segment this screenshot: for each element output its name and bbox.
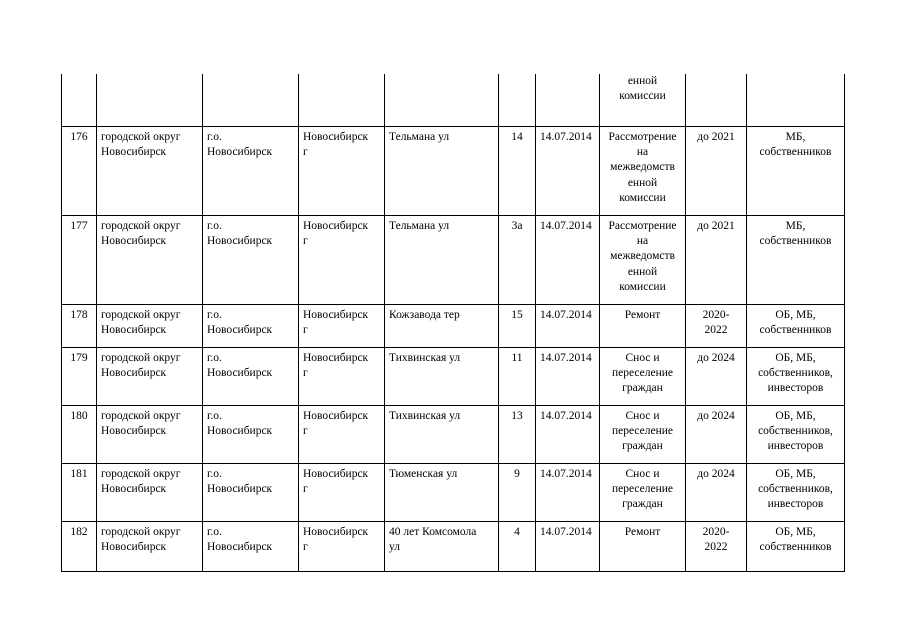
district-line: Новосибирск [101, 234, 167, 247]
municipality-line: Новосибирск [207, 323, 273, 336]
locality-line: Новосибирск [303, 467, 369, 480]
cell-date [536, 405, 600, 463]
cell-num [62, 347, 97, 405]
cell-funding [747, 126, 845, 215]
street-line: Тихвинская ул [389, 409, 461, 422]
action-line: на [636, 145, 649, 158]
cell-street [385, 463, 499, 521]
funding-line: инвесторов [767, 440, 824, 453]
municipality-line: г.о. [207, 351, 222, 364]
municipality-line: Новосибирск [207, 482, 273, 495]
table-row [62, 347, 845, 405]
cell-num [62, 405, 97, 463]
funding-line: инвесторов [767, 382, 824, 395]
funding-line: собственников [759, 234, 832, 247]
municipality-line: г.о. [207, 130, 222, 143]
action-line: на [636, 234, 649, 247]
locality-line: г [303, 366, 308, 379]
term-line: 2022 [704, 323, 728, 336]
cell-district [97, 347, 203, 405]
municipality-line: г.о. [207, 409, 222, 422]
house-text: 13 [511, 409, 523, 422]
cell-district [97, 304, 203, 347]
funding-line: собственников, [758, 424, 833, 437]
num-text: 180 [70, 409, 88, 422]
cell-locality [299, 215, 385, 304]
cell-term [686, 347, 747, 405]
cell-locality [299, 74, 385, 126]
locality-line: Новосибирск [303, 409, 369, 422]
funding-line: собственников [759, 145, 832, 158]
cell-action [600, 521, 686, 571]
cell-funding [747, 405, 845, 463]
cell-house [499, 463, 536, 521]
term-line: до 2021 [697, 219, 735, 232]
date-text: 14.07.2014 [540, 130, 592, 143]
action-line: Снос и [625, 467, 660, 480]
action-line: переселение [611, 482, 673, 495]
locality-line: Новосибирск [303, 130, 369, 143]
cell-house [499, 405, 536, 463]
cell-action [600, 215, 686, 304]
term-line: 2022 [704, 540, 728, 553]
action-line: Ремонт [624, 308, 661, 321]
locality-line: г [303, 424, 308, 437]
cell-term [686, 521, 747, 571]
street-line: 40 лет Комсомола [389, 525, 477, 538]
cell-district [97, 215, 203, 304]
term-line: 2020- [702, 308, 730, 321]
date-text: 14.07.2014 [540, 467, 592, 480]
cell-num [62, 521, 97, 571]
house-text: 9 [514, 467, 520, 480]
locality-line: г [303, 145, 308, 158]
district-line: городской округ [101, 467, 181, 480]
cell-action [600, 304, 686, 347]
cell-municipality [203, 126, 299, 215]
cell-municipality [203, 74, 299, 126]
locality-line: г [303, 323, 308, 336]
cell-num [62, 463, 97, 521]
date-text: 14.07.2014 [540, 351, 592, 364]
municipality-line: Новосибирск [207, 145, 273, 158]
table-row [62, 521, 845, 571]
funding-line: ОБ, МБ, [775, 525, 816, 538]
num-text: 181 [70, 467, 88, 480]
term-line: 2020- [702, 525, 730, 538]
cell-locality [299, 126, 385, 215]
street-line: Тельмана ул [389, 130, 450, 143]
district-line: Новосибирск [101, 323, 167, 336]
action-line: Рассмотрение [608, 219, 677, 232]
cell-locality [299, 521, 385, 571]
num-text: 179 [70, 351, 88, 364]
cell-action [600, 463, 686, 521]
table-row [62, 405, 845, 463]
cell-street [385, 521, 499, 571]
action-line: енной [627, 265, 658, 278]
house-text: 14 [511, 130, 523, 143]
cell-funding [747, 74, 845, 126]
cell-funding [747, 304, 845, 347]
funding-line: МБ, [785, 130, 806, 143]
action-line: межведомств [610, 161, 675, 174]
cell-locality [299, 405, 385, 463]
cell-house [499, 126, 536, 215]
action-line: граждан [622, 382, 663, 395]
cell-house [499, 74, 536, 126]
cell-date [536, 215, 600, 304]
action-line: Рассмотрение [608, 130, 677, 143]
house-text: 4 [514, 525, 520, 538]
cell-house [499, 215, 536, 304]
action-line: енной [627, 176, 658, 189]
date-text: 14.07.2014 [540, 219, 592, 232]
district-line: городской округ [101, 409, 181, 422]
funding-line: собственников, [758, 482, 833, 495]
cell-date [536, 74, 600, 126]
continuation-row [62, 74, 845, 126]
funding-line: собственников [759, 323, 832, 336]
locality-line: Новосибирск [303, 308, 369, 321]
cell-action [600, 347, 686, 405]
municipality-line: г.о. [207, 467, 222, 480]
district-line: городской округ [101, 308, 181, 321]
date-text: 14.07.2014 [540, 409, 592, 422]
cell-action [600, 405, 686, 463]
cell-funding [747, 521, 845, 571]
cell-district [97, 463, 203, 521]
cell-district [97, 126, 203, 215]
cell-term [686, 126, 747, 215]
table-row [62, 463, 845, 521]
action-line: переселение [611, 424, 673, 437]
cell-street [385, 215, 499, 304]
house-text: 15 [511, 308, 523, 321]
locality-line: г [303, 482, 308, 495]
locality-line: Новосибирск [303, 351, 369, 364]
cell-date [536, 126, 600, 215]
action-line: енной [627, 75, 658, 87]
cell-date [536, 347, 600, 405]
cell-term [686, 463, 747, 521]
cell-municipality [203, 304, 299, 347]
action-line: межведомств [610, 250, 675, 263]
cell-date [536, 521, 600, 571]
num-text: 182 [70, 525, 88, 538]
municipality-line: Новосибирск [207, 234, 273, 247]
locality-line: г [303, 540, 308, 553]
action-line: комиссии [619, 281, 666, 294]
district-line: Новосибирск [101, 424, 167, 437]
cell-street [385, 304, 499, 347]
cell-municipality [203, 215, 299, 304]
funding-line: собственников, [758, 366, 833, 379]
district-line: Новосибирск [101, 540, 167, 553]
term-line: до 2021 [697, 130, 735, 143]
funding-line: инвесторов [767, 498, 824, 511]
cell-term [686, 215, 747, 304]
action-line: комиссии [619, 90, 666, 103]
date-text: 14.07.2014 [540, 525, 592, 538]
funding-line: собственников [759, 540, 832, 553]
cell-num [62, 126, 97, 215]
action-line: граждан [622, 498, 663, 511]
street-line: Тельмана ул [389, 219, 450, 232]
house-text: 3а [511, 219, 523, 232]
cell-district [97, 74, 203, 126]
num-text: 177 [70, 219, 88, 232]
funding-line: ОБ, МБ, [775, 467, 816, 480]
municipality-line: Новосибирск [207, 366, 273, 379]
cell-term [686, 74, 747, 126]
district-line: Новосибирск [101, 145, 167, 158]
cell-municipality [203, 405, 299, 463]
district-line: Новосибирск [101, 482, 167, 495]
cell-date [536, 304, 600, 347]
cell-term [686, 405, 747, 463]
cell-municipality [203, 521, 299, 571]
cell-num [62, 215, 97, 304]
cell-district [97, 521, 203, 571]
funding-line: ОБ, МБ, [775, 409, 816, 422]
cell-num [62, 74, 97, 126]
action-line: Снос и [625, 351, 660, 364]
cell-locality [299, 347, 385, 405]
cell-street [385, 347, 499, 405]
action-line: комиссии [619, 192, 666, 205]
cell-street [385, 126, 499, 215]
term-line: до 2024 [697, 409, 735, 422]
district-line: городской округ [101, 525, 181, 538]
table-row [62, 126, 845, 215]
action-line: Снос и [625, 409, 660, 422]
table-row [62, 215, 845, 304]
table-row [62, 304, 845, 347]
district-line: городской округ [101, 351, 181, 364]
funding-line: МБ, [785, 219, 806, 232]
street-line: Тюменская ул [389, 467, 458, 480]
district-line: городской округ [101, 219, 181, 232]
cell-date [536, 463, 600, 521]
street-line: Кожзавода тер [389, 308, 460, 321]
municipality-line: г.о. [207, 219, 222, 232]
cell-house [499, 304, 536, 347]
funding-line: ОБ, МБ, [775, 351, 816, 364]
cell-street [385, 74, 499, 126]
locality-line: Новосибирск [303, 219, 369, 232]
district-line: городской округ [101, 130, 181, 143]
cell-num [62, 304, 97, 347]
locality-line: Новосибирск [303, 525, 369, 538]
cell-action [600, 126, 686, 215]
cell-action [600, 74, 686, 126]
district-line: Новосибирск [101, 366, 167, 379]
num-text: 176 [70, 130, 88, 143]
street-line: Тихвинская ул [389, 351, 461, 364]
house-text: 11 [511, 351, 523, 364]
term-line: до 2024 [697, 467, 735, 480]
cell-municipality [203, 347, 299, 405]
cell-funding [747, 463, 845, 521]
cell-locality [299, 304, 385, 347]
cell-locality [299, 463, 385, 521]
municipality-line: г.о. [207, 525, 222, 538]
cell-street [385, 405, 499, 463]
municipality-line: Новосибирск [207, 424, 273, 437]
locality-line: г [303, 234, 308, 247]
num-text: 178 [70, 308, 88, 321]
cell-funding [747, 347, 845, 405]
housing-table [61, 74, 845, 572]
action-line: Ремонт [624, 525, 661, 538]
municipality-line: г.о. [207, 308, 222, 321]
action-line: граждан [622, 440, 663, 453]
cell-term [686, 304, 747, 347]
cell-house [499, 347, 536, 405]
cell-funding [747, 215, 845, 304]
cell-house [499, 521, 536, 571]
action-line: переселение [611, 366, 673, 379]
term-line: до 2024 [697, 351, 735, 364]
cell-district [97, 405, 203, 463]
cell-municipality [203, 463, 299, 521]
date-text: 14.07.2014 [540, 308, 592, 321]
table-body [62, 74, 845, 571]
funding-line: ОБ, МБ, [775, 308, 816, 321]
municipality-line: Новосибирск [207, 540, 273, 553]
street-line: ул [389, 540, 400, 553]
